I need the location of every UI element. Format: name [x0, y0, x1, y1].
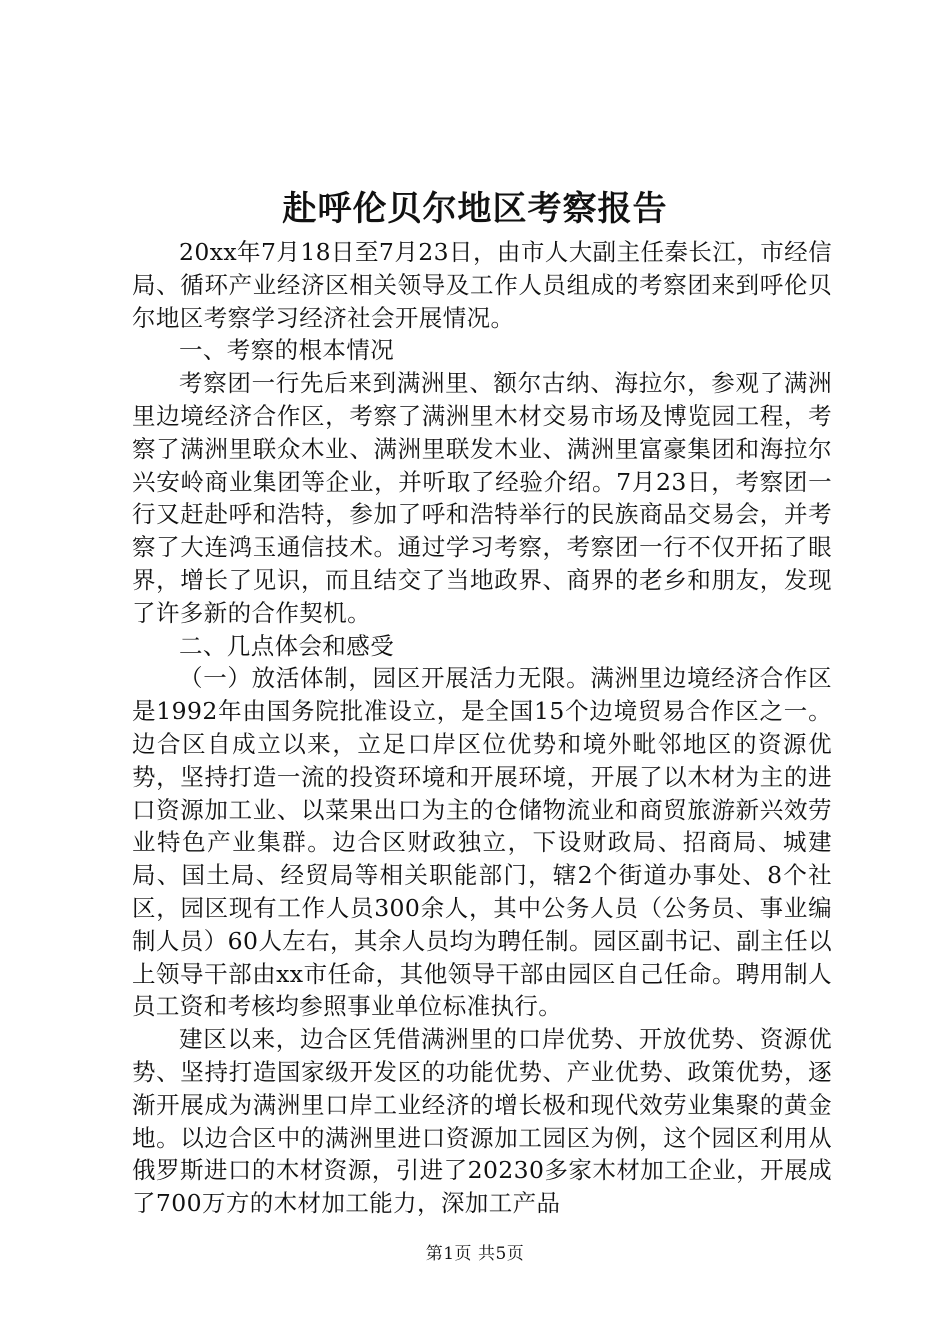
document-body	[132, 236, 832, 1220]
body-paragraph: 建区以来，边合区凭借满洲里的口岸优势、开放优势、资源优势、坚持打造国家级开发区的功能优势、产业优势、政策优势，逐渐开展成为满洲里口岸工业经济的增长极和现代效劳业集聚的黄金地。以边合区中的满洲里进口资源加工园区为例，这个园区利用从俄罗斯进口的木材资源，引进了20230多家木材加工企业，开展成了700万方的木材加工能力，深加工产品	[132, 1025, 832, 1218]
body-paragraph: （一）放活体制，园区开展活力无限。满洲里边境经济合作区是1992年由国务院批准设立，是全国15个边境贸易合作区之一。边合区自成立以来，立足口岸区位优势和境外毗邻地区的资源优势，坚持打造一流的投资环境和开展环境，开展了以木材为主的进口资源加工业、以菜果出口为主的仓储物流业和商贸旅游新兴效劳业特色产业集群。边合区财政独立，下设财政局、招商局、城建局、国土局、经贸局等相关职能部门，辖2个街道办事处、8个社区，园区现有工作人员300余人，其中公务人员（公务员、事业编制人员）60人左右，其余人员均为聘任制。园区副书记、副主任以上领导干部由xx市任命，其他领导干部由园区自己任命。聘用制人员工资和考核均参照事业单位标准执行。	[132, 664, 832, 1021]
intro-paragraph: 20xx年7月18日至7月23日，由市人大副主任秦长江，市经信局、循环产业经济区相关领导及工作人员组成的考察团来到呼伦贝尔地区考察学习经济社会开展情况。	[132, 238, 832, 332]
body-paragraph: 考察团一行先后来到满洲里、额尔古纳、海拉尔，参观了满洲里边境经济合作区，考察了满洲里木材交易市场及博览园工程，考察了满洲里联众木业、满洲里联发木业、满洲里富豪集团和海拉尔兴安岭商业集团等企业，并听取了经验介绍。7月23日，考察团一行又赶赴呼和浩特，参加了呼和浩特举行的民族商品交易会，并考察了大连鸿玉通信技术。通过学习考察，考察团一行不仅开拓了眼界，增长了见识，而且结交了当地政界、商界的老乡和朋友，发现了许多新的合作契机。	[132, 369, 832, 627]
page-footer: 第1页 共5页	[425, 1244, 525, 1264]
section-heading-1: 一、考察的根本情况	[179, 336, 395, 365]
section-heading-2: 二、几点体会和感受	[179, 631, 395, 660]
document-title: 赴呼伦贝尔地区考察报告	[282, 189, 668, 229]
